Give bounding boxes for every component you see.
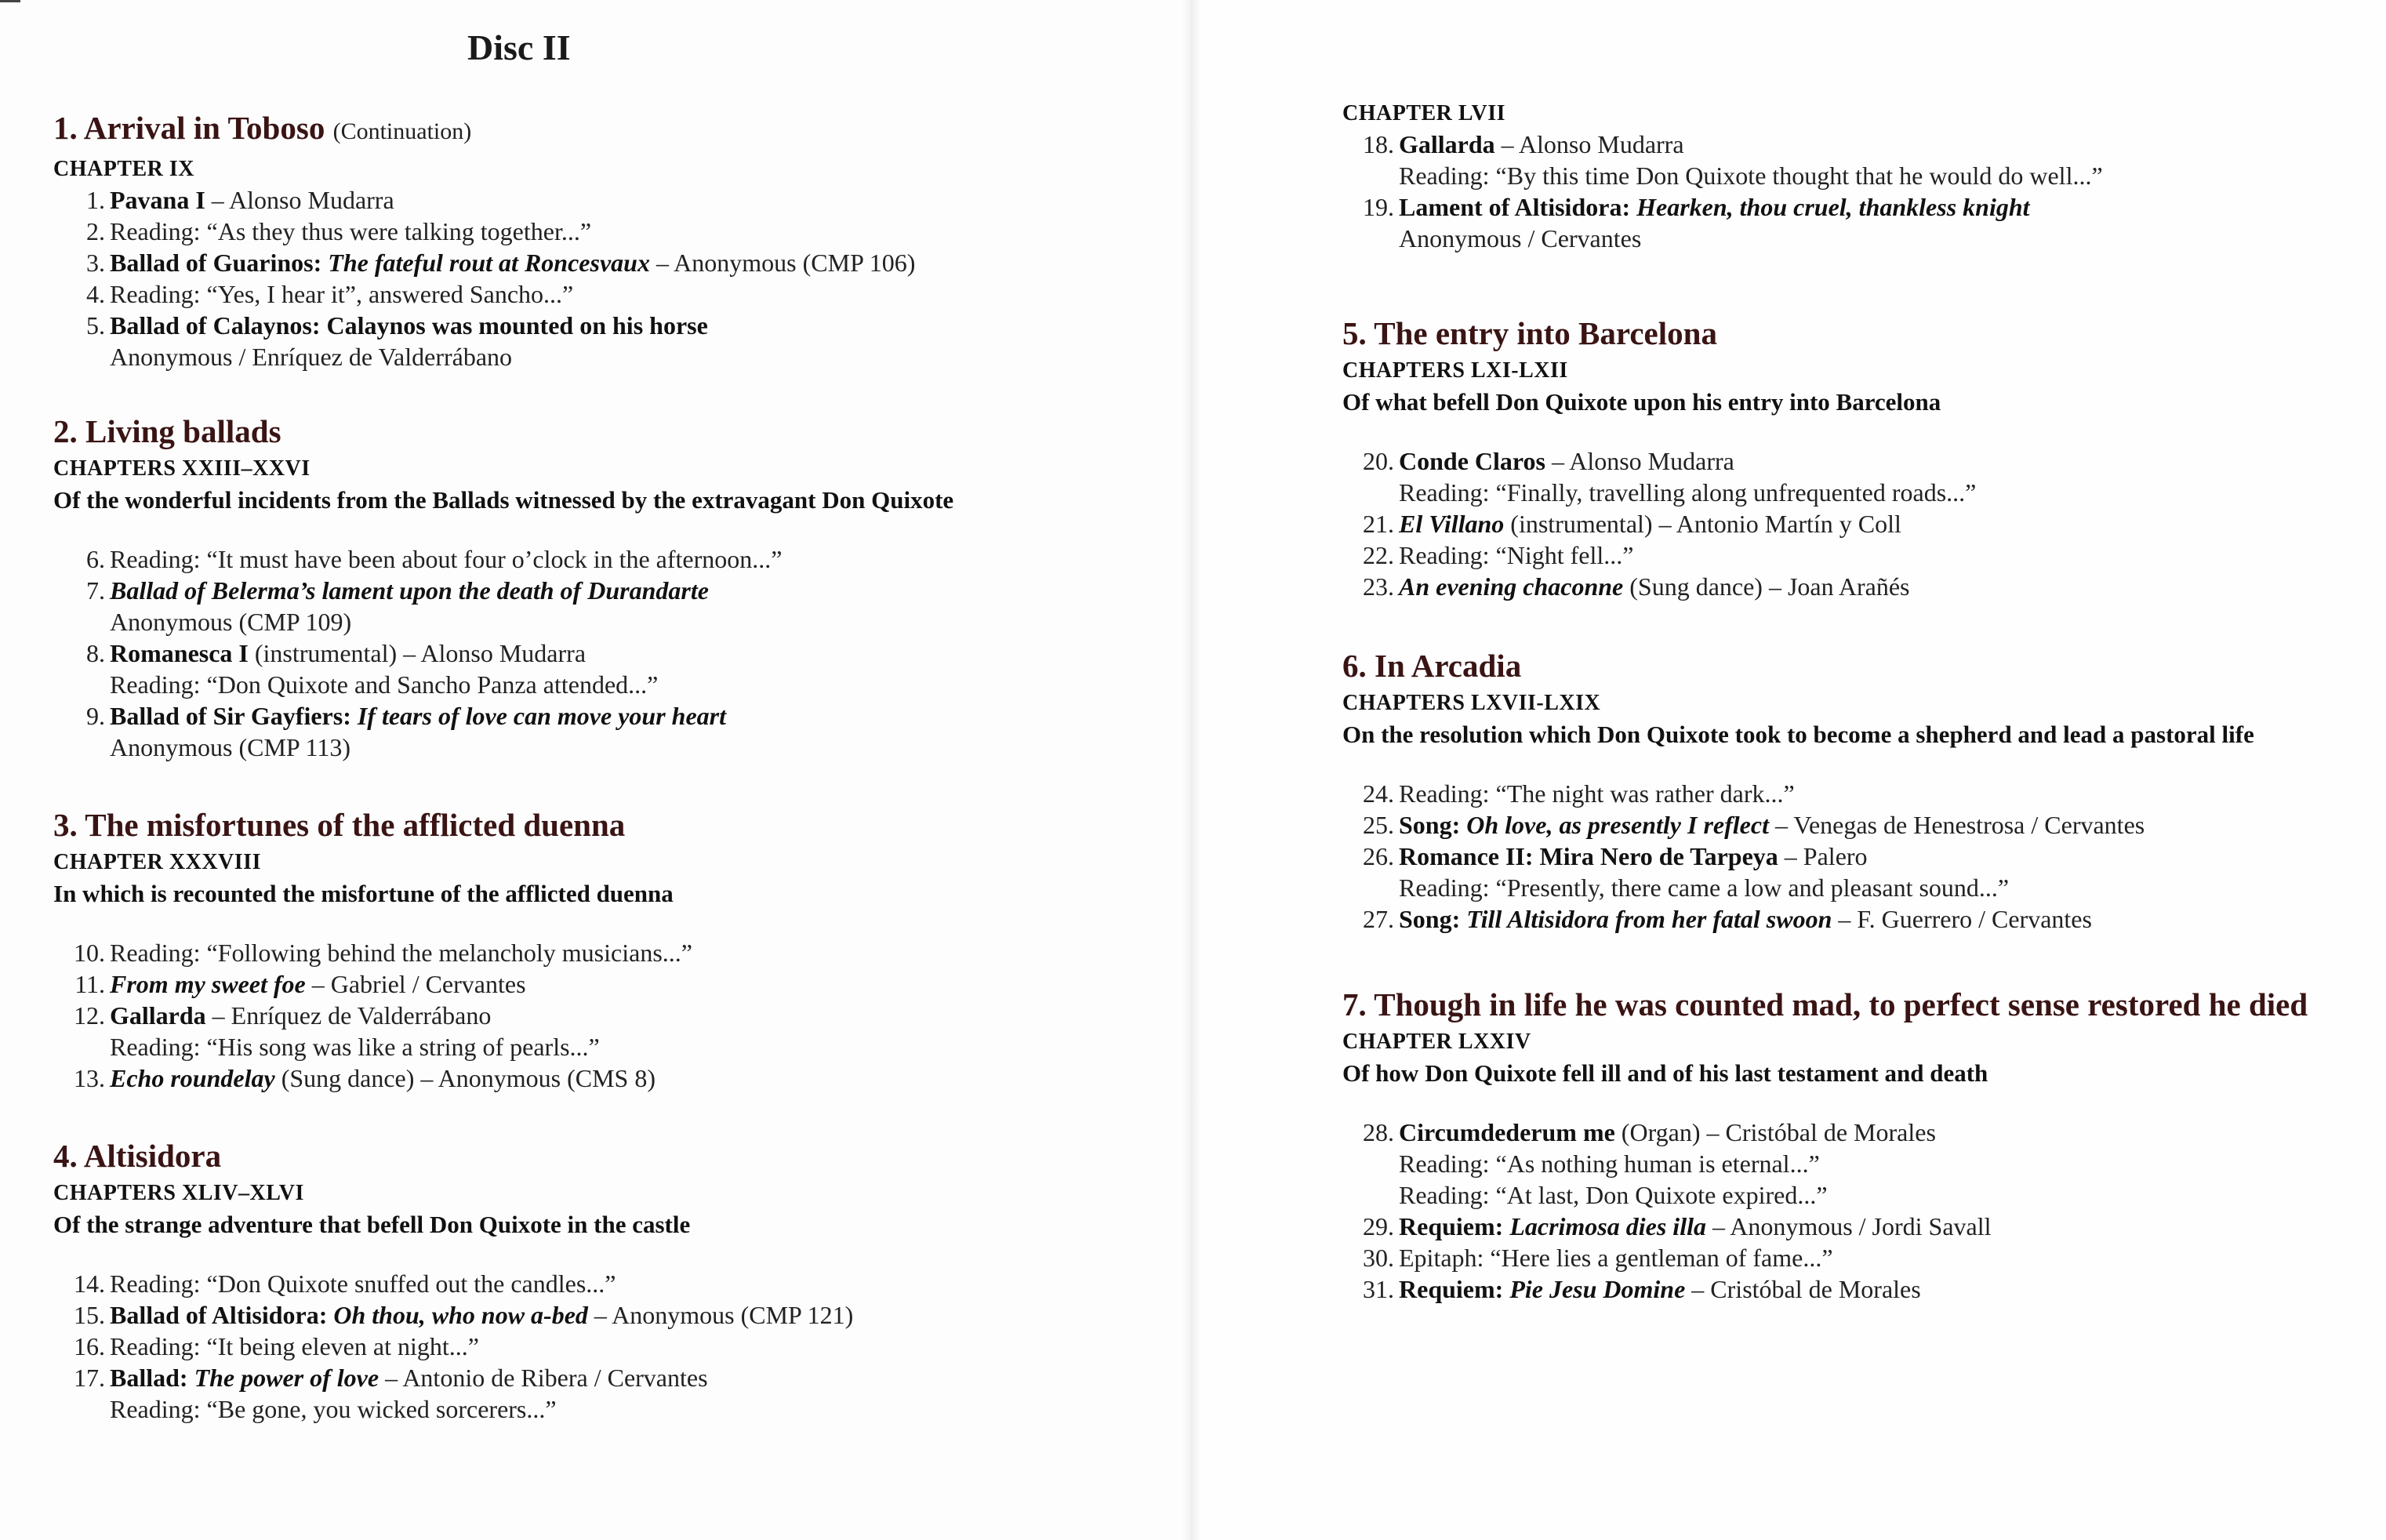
section-title-note: (Continuation) xyxy=(332,118,472,144)
track-work-title: Lacrimosa dies illa xyxy=(1509,1212,1706,1240)
track-row xyxy=(1342,191,2346,223)
track-title: Circumdederum me xyxy=(1399,1118,1615,1146)
chapter-label: CHAPTERS XLIV–XLVI xyxy=(53,1181,304,1205)
track-work-title: An evening chaconne xyxy=(1399,572,1624,601)
track-number: 24. xyxy=(1363,779,1394,808)
track-row xyxy=(53,247,1073,278)
track-work-title: Oh thou, who now a-bed xyxy=(333,1301,588,1329)
corner-mark xyxy=(0,0,20,2)
track-number: 27. xyxy=(1363,905,1394,933)
track-work-title: From my sweet foe xyxy=(110,970,306,998)
track-title: Ballad of Altisidora: xyxy=(110,1301,328,1329)
track-number: 1. xyxy=(86,186,105,214)
track-row xyxy=(53,310,1073,341)
track-number xyxy=(53,1393,110,1425)
track-text xyxy=(1399,223,2346,254)
track-row xyxy=(1342,477,2346,508)
track-text xyxy=(110,732,1073,763)
track-title: Romance II: Mira Nero de Tarpeya xyxy=(1399,842,1778,870)
track-number: 5. xyxy=(86,311,105,340)
section-title xyxy=(1342,986,2346,1022)
track-reading: Reading: “It must have been about four o’clock in the afternoon...” xyxy=(110,545,783,573)
track-reading: Reading: “The night was rather dark...” xyxy=(1399,779,1795,808)
track-number xyxy=(53,732,110,763)
track-reading: Reading: “Following behind the melancholy musicians...” xyxy=(110,939,692,967)
track-row xyxy=(1342,445,2346,477)
section-title xyxy=(53,1138,1073,1174)
track-list xyxy=(53,184,1073,372)
track-text xyxy=(110,575,1073,606)
track-number: 26. xyxy=(1363,842,1394,870)
track-text xyxy=(110,247,1073,278)
track-reading: Reading: “Night fell...” xyxy=(1399,541,1634,569)
track-work-title: Hearken, thou cruel, thankless knight xyxy=(1636,193,2030,221)
track-number xyxy=(1342,223,1399,254)
track-number: 12. xyxy=(74,1001,105,1030)
track-row xyxy=(53,1031,1073,1062)
track-number: 29. xyxy=(1363,1212,1394,1240)
track-number: 10. xyxy=(74,939,105,967)
track-text xyxy=(110,700,1073,732)
section-title xyxy=(53,110,1073,150)
track-number: 8. xyxy=(86,639,105,667)
track-text xyxy=(1399,778,2346,809)
track-reading: Anonymous / Enríquez de Valderrábano xyxy=(110,343,513,371)
track-text xyxy=(110,606,1073,637)
chapter-label: CHAPTER LXXIV xyxy=(1342,1030,1531,1054)
track-row xyxy=(1342,778,2346,809)
page-fold xyxy=(1182,0,1201,1540)
track-text xyxy=(110,968,1073,1000)
track-title: Ballad of Calaynos: Calaynos was mounted on his horse xyxy=(110,311,708,340)
chapter-label: CHAPTERS XXIII–XXVI xyxy=(53,456,311,481)
track-text xyxy=(110,310,1073,341)
track-number xyxy=(53,341,110,372)
section-title xyxy=(1342,315,2346,351)
track-number: 3. xyxy=(86,249,105,277)
track-credit: – Gabriel / Cervantes xyxy=(305,970,526,998)
track-row xyxy=(1342,160,2346,191)
track-text xyxy=(1399,1211,2346,1242)
section-title-text: 4. Altisidora xyxy=(53,1138,222,1174)
track-number: 6. xyxy=(86,545,105,573)
track-reading: Reading: “Be gone, you wicked sorcerers...” xyxy=(110,1395,557,1423)
section-subtitle: Of how Don Quixote fell ill and of his last testament and death xyxy=(1342,1059,1988,1087)
track-list xyxy=(1342,129,2346,254)
track-title: Pavana I xyxy=(110,186,205,214)
track-text xyxy=(110,184,1073,216)
section xyxy=(1342,315,2346,602)
track-credit: – Alonso Mudarra xyxy=(1494,130,1684,158)
track-work-title: Till Altisidora from her fatal swoon xyxy=(1466,905,1832,933)
track-text xyxy=(1399,841,2346,872)
section-title-text: 5. The entry into Barcelona xyxy=(1342,315,1717,351)
track-row xyxy=(53,278,1073,310)
section xyxy=(1342,986,2346,1305)
track-row xyxy=(1342,571,2346,602)
section-subtitle: Of the strange adventure that befell Don Quixote in the castle xyxy=(53,1211,691,1238)
track-row xyxy=(53,1062,1073,1094)
track-work-title: The fateful rout at Roncesvaux xyxy=(328,249,650,277)
track-credit: – Anonymous / Jordi Savall xyxy=(1705,1212,1992,1240)
section-title xyxy=(1342,648,2346,684)
track-work-title: Echo roundelay xyxy=(110,1064,275,1092)
track-reading: Reading: “Don Quixote snuffed out the candles...” xyxy=(110,1269,616,1298)
track-number xyxy=(1342,477,1399,508)
track-text xyxy=(110,278,1073,310)
track-number: 15. xyxy=(74,1301,105,1329)
track-credit: – Cristóbal de Morales xyxy=(1685,1275,1921,1303)
track-row xyxy=(1342,129,2346,160)
track-list xyxy=(1342,1117,2346,1305)
track-text xyxy=(110,1031,1073,1062)
track-row xyxy=(53,216,1073,247)
section-subtitle: Of what befell Don Quixote upon his entry into Barcelona xyxy=(1342,388,1941,416)
track-reading: Reading: “At last, Don Quixote expired...” xyxy=(1399,1181,1828,1209)
track-text xyxy=(1399,1179,2346,1211)
track-text xyxy=(110,1000,1073,1031)
track-text xyxy=(110,1268,1073,1299)
track-row xyxy=(53,1000,1073,1031)
track-row xyxy=(53,937,1073,968)
track-title: Requiem: xyxy=(1399,1212,1504,1240)
track-text xyxy=(1399,160,2346,191)
chapter-label: CHAPTERS LXVII-LXIX xyxy=(1342,691,1601,715)
track-row xyxy=(53,543,1073,575)
track-number: 4. xyxy=(86,280,105,308)
track-credit: (instrumental) – Antonio Martín y Coll xyxy=(1504,510,1901,538)
track-number xyxy=(1342,1179,1399,1211)
chapter-label: CHAPTERS LXI-LXII xyxy=(1342,358,1568,383)
track-credit: – Alonso Mudarra xyxy=(205,186,394,214)
track-text xyxy=(1399,903,2346,935)
track-row xyxy=(1342,508,2346,539)
track-reading: Reading: “Don Quixote and Sancho Panza attended...” xyxy=(110,670,659,699)
track-number: 7. xyxy=(86,576,105,605)
track-reading: Epitaph: “Here lies a gentleman of fame...” xyxy=(1399,1244,1833,1272)
track-reading: Reading: “Presently, there came a low and pleasant sound...” xyxy=(1399,874,2010,902)
track-row xyxy=(1342,1148,2346,1179)
track-number: 30. xyxy=(1363,1244,1394,1272)
track-text xyxy=(110,341,1073,372)
track-row xyxy=(1342,809,2346,841)
track-text xyxy=(1399,508,2346,539)
track-row xyxy=(53,184,1073,216)
track-title: Gallarda xyxy=(110,1001,206,1030)
track-credit: – F. Guerrero / Cervantes xyxy=(1832,905,2092,933)
track-title: Ballad of Sir Gayfiers: xyxy=(110,702,351,730)
section-subtitle: In which is recounted the misfortune of the afflicted duenna xyxy=(53,880,674,907)
track-reading: Reading: “By this time Don Quixote thought that he would do well...” xyxy=(1399,162,2103,190)
section-title-text: 6. In Arcadia xyxy=(1342,648,1522,684)
track-text xyxy=(110,669,1073,700)
track-row xyxy=(53,1268,1073,1299)
track-text xyxy=(1399,477,2346,508)
track-text xyxy=(110,1299,1073,1331)
track-number: 21. xyxy=(1363,510,1394,538)
track-number: 16. xyxy=(74,1332,105,1360)
track-list xyxy=(1342,778,2346,935)
track-work-title: The power of love xyxy=(194,1364,380,1392)
track-row xyxy=(1342,1179,2346,1211)
right-column xyxy=(1342,94,2346,1305)
section xyxy=(1342,648,2346,935)
track-number xyxy=(53,606,110,637)
track-text xyxy=(1399,1117,2346,1148)
left-column xyxy=(53,110,1073,1425)
track-credit: – Venegas de Henestrosa / Cervantes xyxy=(1768,811,2145,839)
section-title-text: 1. Arrival in Toboso xyxy=(53,110,325,146)
section-subtitle: Of the wonderful incidents from the Ballads witnessed by the extravagant Don Quixote xyxy=(53,486,954,514)
track-reading: Reading: “Finally, travelling along unfrequented roads...” xyxy=(1399,478,1977,507)
track-credit: – Antonio de Ribera / Cervantes xyxy=(379,1364,708,1392)
track-row xyxy=(53,968,1073,1000)
section xyxy=(53,1138,1073,1425)
track-text xyxy=(110,637,1073,669)
track-text xyxy=(1399,872,2346,903)
track-number: 23. xyxy=(1363,572,1394,601)
disc-title: Disc II xyxy=(467,27,571,67)
track-number xyxy=(1342,872,1399,903)
track-text xyxy=(1399,1273,2346,1305)
track-row xyxy=(53,1393,1073,1425)
track-number xyxy=(53,1031,110,1062)
section-subtitle: On the resolution which Don Quixote took to become a shepherd and lead a pastoral life xyxy=(1342,721,2254,748)
track-number: 13. xyxy=(74,1064,105,1092)
track-work-title: Oh love, as presently I reflect xyxy=(1466,811,1769,839)
chapter-label: CHAPTER IX xyxy=(53,157,195,181)
track-credit: (Sung dance) – Anonymous (CMS 8) xyxy=(274,1064,656,1092)
track-reading: Reading: “His song was like a string of pearls...” xyxy=(110,1033,600,1061)
section-title-text: 7. Though in life he was counted mad, to perfect sense restored he died xyxy=(1342,986,2308,1022)
track-row xyxy=(1342,539,2346,571)
track-reading: Anonymous (CMP 109) xyxy=(110,608,352,636)
track-title: Lament of Altisidora: xyxy=(1399,193,1631,221)
section xyxy=(53,807,1073,1094)
track-reading: Reading: “It being eleven at night...” xyxy=(110,1332,479,1360)
track-text xyxy=(1399,191,2346,223)
track-number: 17. xyxy=(74,1364,105,1392)
track-text xyxy=(1399,571,2346,602)
track-text xyxy=(110,543,1073,575)
track-row xyxy=(53,732,1073,763)
track-text xyxy=(1399,809,2346,841)
track-number xyxy=(1342,160,1399,191)
track-number: 9. xyxy=(86,702,105,730)
track-list xyxy=(53,937,1073,1094)
track-row xyxy=(53,575,1073,606)
track-number xyxy=(53,669,110,700)
section xyxy=(53,413,1073,763)
track-row xyxy=(1342,903,2346,935)
track-text xyxy=(110,216,1073,247)
chapter-label: CHAPTER LVII xyxy=(1342,101,1506,125)
track-row xyxy=(53,1362,1073,1393)
track-number: 11. xyxy=(74,970,105,998)
section xyxy=(1342,99,2346,254)
track-title: Requiem: xyxy=(1399,1275,1504,1303)
track-text xyxy=(110,1393,1073,1425)
track-work-title: If tears of love can move your heart xyxy=(357,702,726,730)
track-text xyxy=(1399,1242,2346,1273)
track-row xyxy=(1342,872,2346,903)
track-title: Romanesca I xyxy=(110,639,249,667)
track-text xyxy=(110,1062,1073,1094)
section-title-text: 3. The misfortunes of the afflicted duenna xyxy=(53,807,626,843)
track-credit: (Sung dance) – Joan Arañés xyxy=(1623,572,1910,601)
track-number: 28. xyxy=(1363,1118,1394,1146)
track-reading: Reading: “Yes, I hear it”, answered Sancho...” xyxy=(110,280,574,308)
track-row xyxy=(53,1331,1073,1362)
track-title: Gallarda xyxy=(1399,130,1495,158)
track-title: Ballad of Guarinos: xyxy=(110,249,322,277)
track-credit: – Anonymous (CMP 106) xyxy=(649,249,916,277)
track-number xyxy=(1342,1148,1399,1179)
section xyxy=(53,110,1073,372)
track-credit: – Enríquez de Valderrábano xyxy=(205,1001,492,1030)
track-text xyxy=(110,1331,1073,1362)
track-work-title: El Villano xyxy=(1399,510,1505,538)
track-credit: (Organ) – Cristóbal de Morales xyxy=(1614,1118,1936,1146)
track-text xyxy=(1399,129,2346,160)
track-text xyxy=(1399,539,2346,571)
track-number: 25. xyxy=(1363,811,1394,839)
track-work-title: Ballad of Belerma’s lament upon the death of Durandarte xyxy=(110,576,709,605)
track-title: Song: xyxy=(1399,811,1461,839)
track-text xyxy=(110,937,1073,968)
track-list xyxy=(1342,445,2346,602)
track-number: 14. xyxy=(74,1269,105,1298)
track-row xyxy=(53,700,1073,732)
section-title-text: 2. Living ballads xyxy=(53,413,281,449)
track-work-title: Pie Jesu Domine xyxy=(1509,1275,1686,1303)
track-row xyxy=(53,341,1073,372)
track-text xyxy=(1399,445,2346,477)
track-credit: (instrumental) – Alonso Mudarra xyxy=(248,639,587,667)
track-row xyxy=(53,637,1073,669)
track-row xyxy=(53,1299,1073,1331)
section-title xyxy=(53,807,1073,843)
track-list xyxy=(53,1268,1073,1425)
track-text xyxy=(110,1362,1073,1393)
track-row xyxy=(53,606,1073,637)
track-list xyxy=(53,543,1073,763)
track-row xyxy=(53,669,1073,700)
track-row xyxy=(1342,1211,2346,1242)
track-row xyxy=(1342,841,2346,872)
track-number: 18. xyxy=(1363,130,1394,158)
track-text xyxy=(1399,1148,2346,1179)
track-reading: Reading: “As nothing human is eternal...” xyxy=(1399,1150,1820,1178)
track-title: Ballad: xyxy=(110,1364,188,1392)
track-credit: – Alonso Mudarra xyxy=(1545,447,1734,475)
track-number: 2. xyxy=(86,217,105,245)
track-row xyxy=(1342,1242,2346,1273)
track-row xyxy=(1342,1273,2346,1305)
chapter-label: CHAPTER XXXVIII xyxy=(53,850,261,874)
track-credit: – Anonymous (CMP 121) xyxy=(587,1301,854,1329)
track-title: Conde Claros xyxy=(1399,447,1545,475)
track-number: 31. xyxy=(1363,1275,1394,1303)
track-row xyxy=(1342,223,2346,254)
track-reading: Anonymous (CMP 113) xyxy=(110,733,350,761)
track-title: Song: xyxy=(1399,905,1461,933)
track-credit: – Palero xyxy=(1778,842,1868,870)
track-row xyxy=(1342,1117,2346,1148)
track-number: 20. xyxy=(1363,447,1394,475)
track-reading: Anonymous / Cervantes xyxy=(1399,224,1642,252)
section-title xyxy=(53,413,1073,449)
track-number: 22. xyxy=(1363,541,1394,569)
track-reading: Reading: “As they thus were talking together...” xyxy=(110,217,592,245)
track-number: 19. xyxy=(1363,193,1394,221)
